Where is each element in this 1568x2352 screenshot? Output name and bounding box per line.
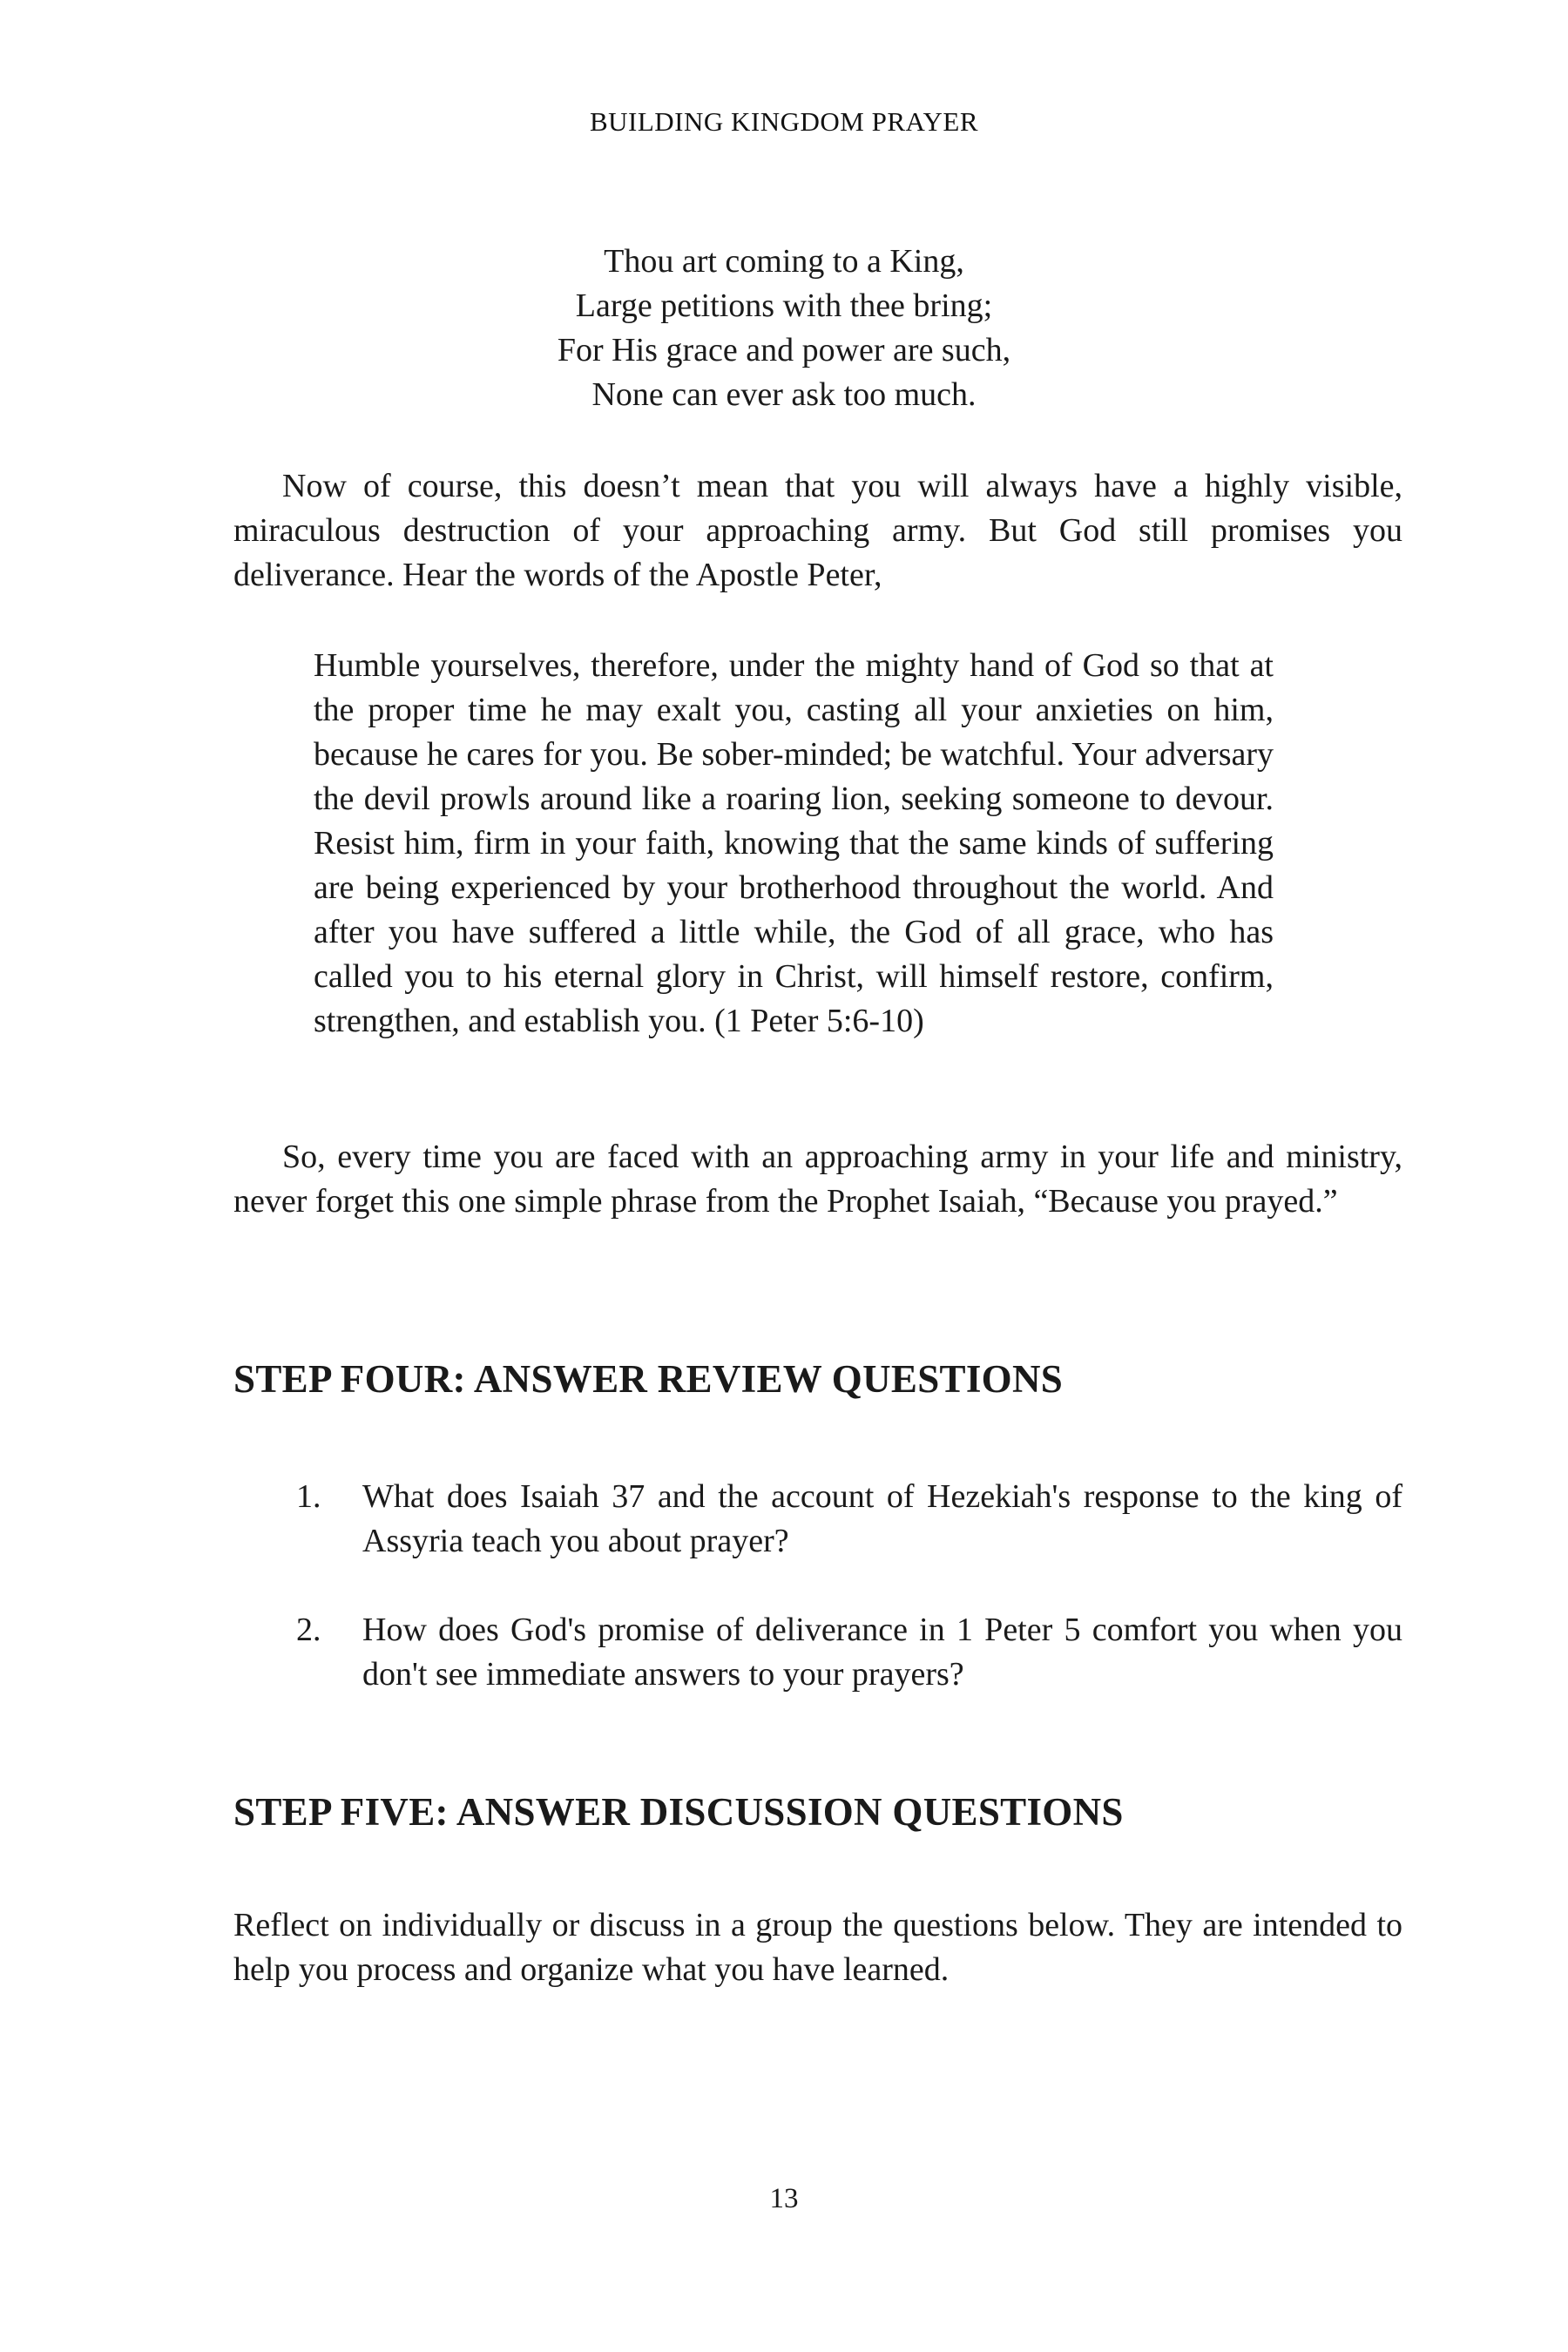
question-text: How does God's promise of deliverance in 1 Peter 5 comfort you when you don't see immediate answers to your prayers?: [362, 1612, 1402, 1693]
poem-stanza: [0, 240, 1568, 417]
page-number: 13: [769, 2183, 799, 2214]
question-text: What does Isaiah 37 and the account of Hezekiah's response to the king of Assyria teach you about prayer?: [362, 1478, 1402, 1559]
question-number: 1.: [296, 1478, 321, 1515]
review-question: [233, 1608, 1402, 1697]
review-questions-list: [233, 1475, 1402, 1741]
question-number: 2.: [296, 1612, 321, 1648]
poem-line: None can ever ask too much.: [591, 376, 977, 413]
poem-line: Thou art coming to a King,: [604, 243, 964, 280]
running-header: BUILDING KINGDOM PRAYER: [589, 106, 979, 137]
body-paragraph: So, every time you are faced with an approaching army in your life and ministry, never forget this one simple phrase from the Prophet Isaiah, “Because you prayed.”: [233, 1139, 1402, 1220]
section-heading-step-four: STEP FOUR: ANSWER REVIEW QUESTIONS: [233, 1357, 1064, 1401]
poem-line: For His grace and power are such,: [557, 332, 1011, 368]
discussion-intro-paragraph: Reflect on individually or discuss in a group the questions below. They are intended to help you process and organize what you have learned.: [233, 1907, 1402, 1988]
scripture-block-quote: Humble yourselves, therefore, under the mighty hand of God so that at the proper time he may exalt you, casting all your anxieties on him, because he cares for you. Be sober-minded; be watchful. Your adversary the devil prowls around like a roaring lion, seeking someone to devour. Resist him, firm in your faith, knowing that the same kinds of suffering are being experienced by your brotherhood throughout the world. And after you have suffered a little while, the God of all grace, who has called you to his eternal glory in Christ, will himself restore, confirm, strengthen, and establish you. (1 Peter 5:6-10): [314, 647, 1274, 1039]
body-paragraph: Now of course, this doesn’t mean that you will always have a highly visible, miraculous destruction of your approaching army. But God still promises you deliverance. Hear the words of the Apostle Peter,: [233, 468, 1402, 593]
review-question: [233, 1475, 1402, 1564]
section-heading-step-five: STEP FIVE: ANSWER DISCUSSION QUESTIONS: [233, 1790, 1124, 1834]
poem-line: Large petitions with thee bring;: [575, 287, 993, 324]
